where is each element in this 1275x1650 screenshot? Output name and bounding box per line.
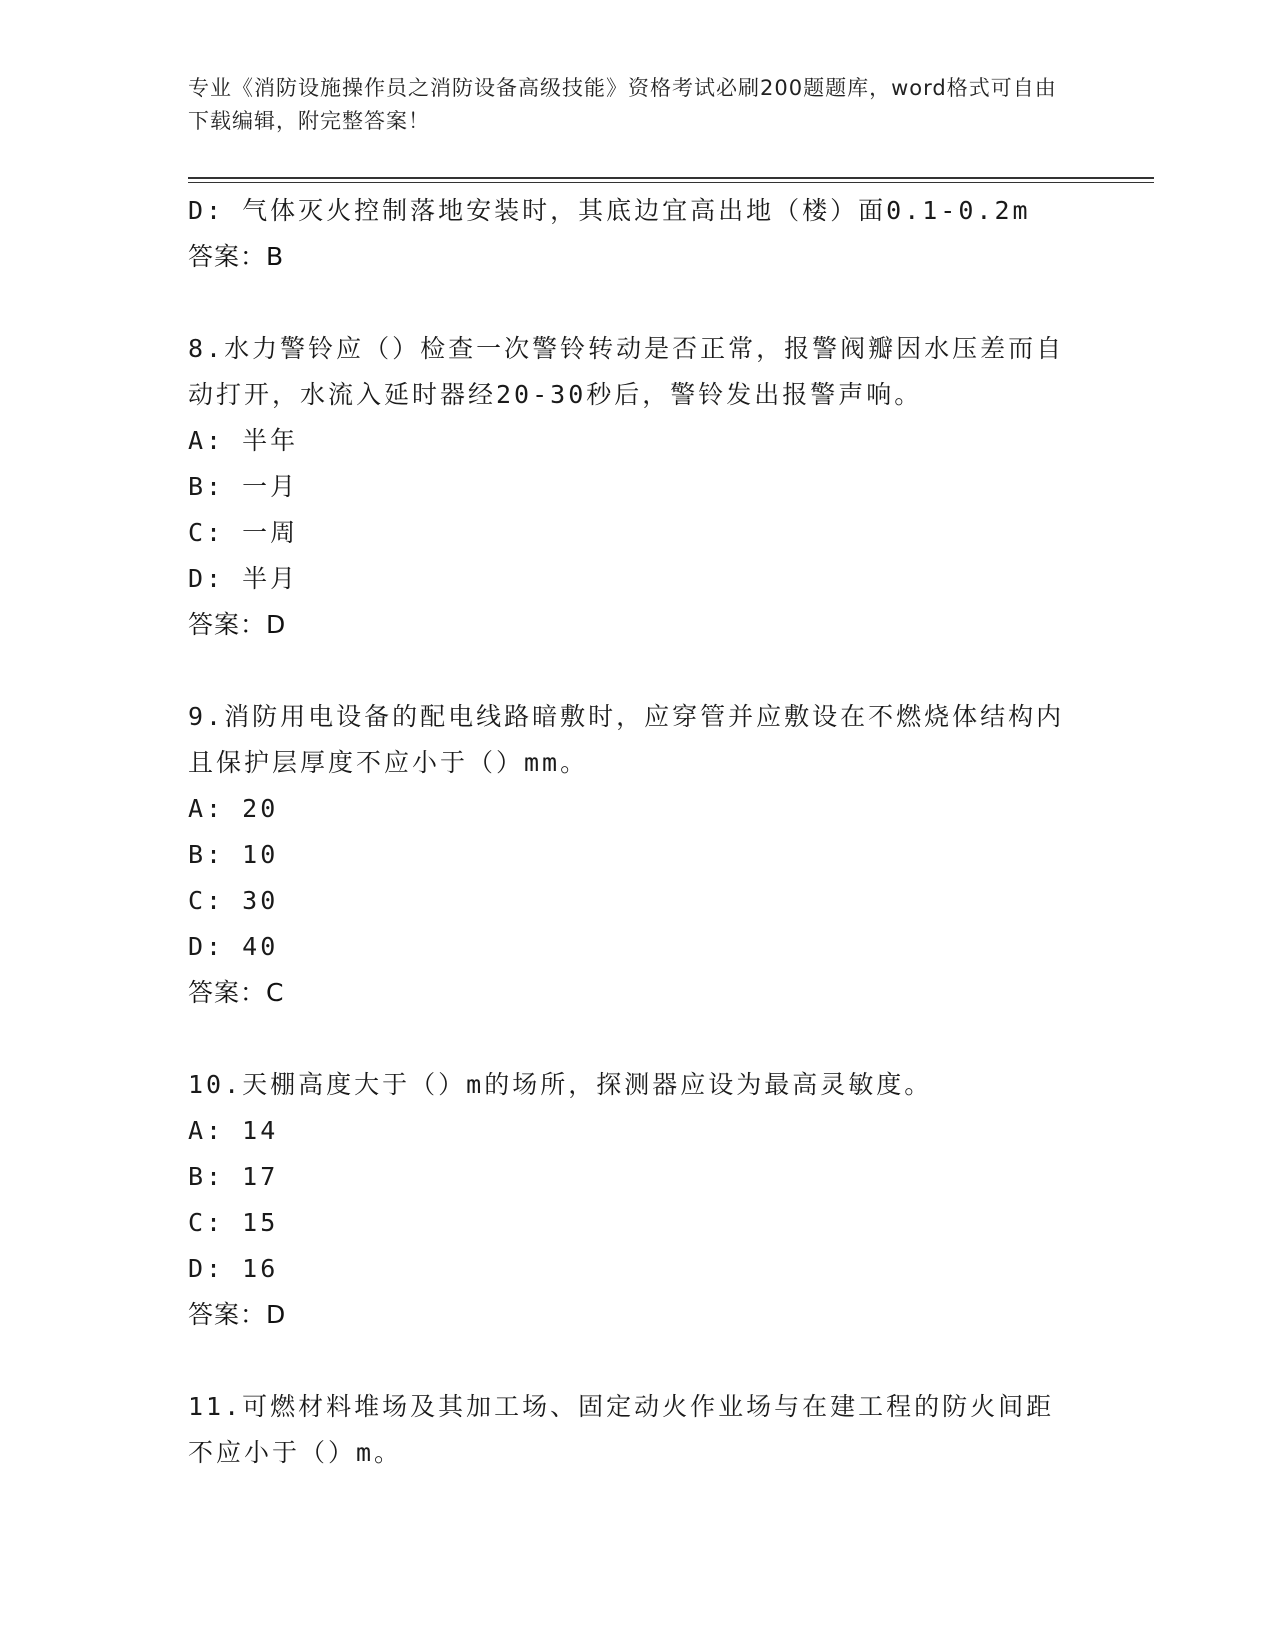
question-8	[188, 326, 1088, 648]
option-b: B: 17	[188, 1162, 279, 1191]
header-rule-thin	[188, 182, 1154, 183]
option-c: C: 15	[188, 1208, 279, 1237]
page-header: 专业《消防设施操作员之消防设备高级技能》资格考试必刷200题题库，word格式可自由下载编辑，附完整答案！	[188, 76, 1057, 133]
option-d: D: 16	[188, 1254, 279, 1283]
question-stem: 11.可燃材料堆场及其加工场、固定动火作业场与在建工程的防火间距不应小于（）m。	[188, 1392, 1055, 1467]
option-b: B: 一月	[188, 472, 299, 501]
question-content	[188, 188, 1088, 1476]
answer: 答案：D	[188, 1300, 287, 1329]
prev-answer: 答案：B	[188, 242, 285, 271]
prev-option-d: D: 气体灭火控制落地安装时，其底边宜高出地（楼）面0.1-0.2m	[188, 196, 1031, 225]
option-d: D: 40	[188, 932, 279, 961]
option-a: A: 半年	[188, 426, 299, 455]
answer: 答案：C	[188, 978, 285, 1007]
option-d: D: 半月	[188, 564, 299, 593]
answer: 答案：D	[188, 610, 287, 639]
option-a: A: 14	[188, 1116, 279, 1145]
question-10	[188, 1062, 1088, 1338]
option-c: C: 一周	[188, 518, 299, 547]
question-9	[188, 694, 1088, 1016]
question-stem: 8.水力警铃应（）检查一次警铃转动是否正常，报警阀瓣因水压差而自动打开，水流入延时器经20-30秒后，警铃发出报警声响。	[188, 334, 1065, 409]
option-c: C: 30	[188, 886, 279, 915]
option-a: A: 20	[188, 794, 279, 823]
question-11	[188, 1384, 1088, 1476]
question-stem: 9.消防用电设备的配电线路暗敷时，应穿管并应敷设在不燃烧体结构内且保护层厚度不应小于（）mm。	[188, 702, 1065, 777]
option-b: B: 10	[188, 840, 279, 869]
header-rule-thick	[188, 177, 1154, 179]
question-stem: 10.天棚高度大于（）m的场所，探测器应设为最高灵敏度。	[188, 1070, 933, 1099]
